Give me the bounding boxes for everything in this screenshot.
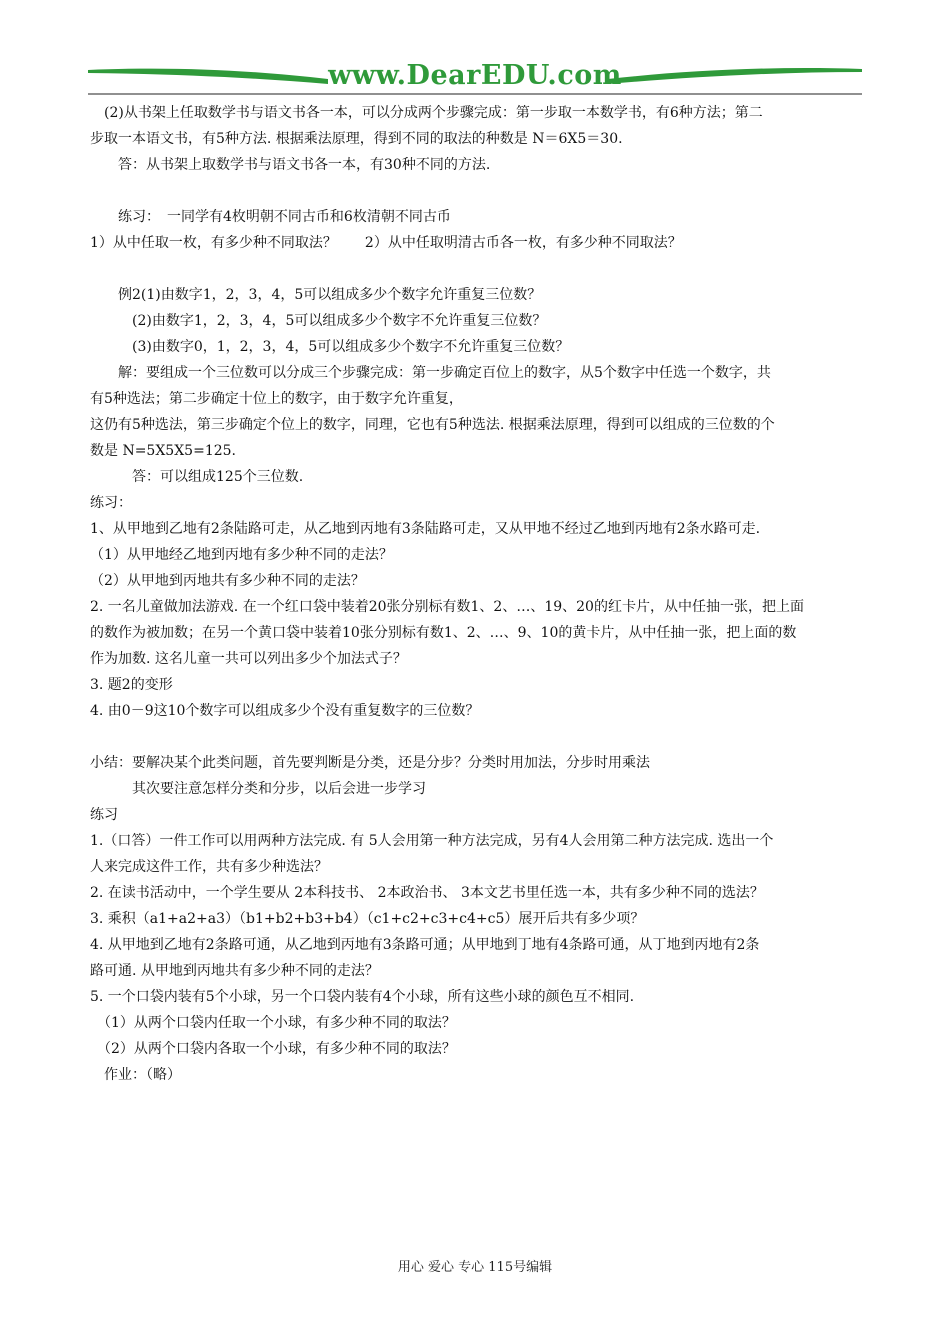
text-line: 答：从书架上取数学书与语文书各一本，有30种不同的方法. (90, 157, 491, 173)
blank-line (90, 178, 860, 204)
text-line: 1）从中任取一枚，有多少种不同取法？ 2）从中任取明清古币各一枚，有多少种不同取法？ (90, 235, 682, 251)
text-line: 其次要注意怎样分类和分步，以后会进一步学习 (90, 781, 426, 797)
text-line: 练习： (90, 495, 132, 511)
text-line: 数是 N=5X5X5=125. (90, 443, 236, 459)
text-line: 有5种选法；第二步确定十位上的数字，由于数字允许重复， (90, 391, 463, 407)
text-line: 路可通. 从甲地到丙地共有多少种不同的走法？ (90, 963, 379, 979)
site-header-banner (88, 58, 862, 98)
text-line: 练习： 一同学有4枚明朝不同古币和6枚清朝不同古币 (90, 209, 451, 225)
text-line: （2）从甲地到丙地共有多少种不同的走法？ (90, 573, 365, 589)
text-line: 练习 (90, 807, 118, 823)
document-body (90, 100, 860, 1088)
text-line: 例2(1)由数字1，2，3，4，5可以组成多少个数字允许重复三位数？ (90, 287, 542, 303)
text-line: 2. 在读书活动中，一个学生要从 2本科技书、 2本政治书、 3本文艺书里任选一本，共有多少种不同的选法？ (90, 885, 764, 901)
blank-line (90, 256, 860, 282)
text-line: 1、从甲地到乙地有2条陆路可走，从乙地到丙地有3条陆路可走，又从甲地不经过乙地到丙地有2条水路可走. (90, 521, 761, 537)
text-line: （1）从两个口袋内任取一个小球，有多少种不同的取法？ (90, 1015, 456, 1031)
text-line: 1.（口答）一件工作可以用两种方法完成. 有 5人会用第一种方法完成，另有4人会用第二种方法完成. 选出一个 (90, 833, 774, 849)
text-line: 这仍有5种选法，第三步确定个位上的数字，同理，它也有5种选法. 根据乘法原理，得到可以组成的三位数的个 (90, 417, 775, 433)
text-line: 4. 从甲地到乙地有2条路可通，从乙地到丙地有3条路可通；从甲地到丁地有4条路可通，从丁地到丙地有2条 (90, 937, 760, 953)
text-line: 2. 一名儿童做加法游戏. 在一个红口袋中装着20张分别标有数1、2、…、19、20的红卡片，从中任抽一张，把上面 (90, 599, 804, 615)
text-line: 3. 乘积（a1+a2+a3）（b1+b2+b3+b4）（c1+c2+c3+c4+c5）展开后共有多少项？ (90, 911, 645, 927)
text-line: 的数作为被加数；在另一个黄口袋中装着10张分别标有数1、2、…、9、10的黄卡片，从中任抽一张，把上面的数 (90, 625, 797, 641)
text-line: 作业：（略） (90, 1067, 181, 1083)
page-footer: 用心 爱心 专心 115号编辑 (397, 1260, 553, 1275)
text-line: （2）从两个口袋内各取一个小球，有多少种不同的取法？ (90, 1041, 456, 1057)
text-line: 小结：要解决某个此类问题，首先要判断是分类，还是分步？分类时用加法，分步时用乘法 (90, 755, 650, 771)
site-logo-text[interactable]: www.DearEDU.com (328, 60, 622, 91)
text-line: 作为加数. 这名儿童一共可以列出多少个加法式子？ (90, 651, 407, 667)
text-line: (2)从书架上任取数学书与语文书各一本，可以分成两个步骤完成：第一步取一本数学书，有6种方法；第二 (90, 105, 763, 121)
text-line: 人来完成这件工作，共有多少种选法？ (90, 859, 328, 875)
text-line: （1）从甲地经乙地到丙地有多少种不同的走法？ (90, 547, 393, 563)
text-line: (2)由数字1，2，3，4，5可以组成多少个数字不允许重复三位数？ (90, 313, 547, 329)
text-line: 4. 由0－9这10个数字可以组成多少个没有重复数字的三位数？ (90, 703, 480, 719)
text-line: 答：可以组成125个三位数. (90, 469, 304, 485)
text-line: (3)由数字0，1，2，3，4，5可以组成多少个数字不允许重复三位数？ (90, 339, 570, 355)
text-line: 3. 题2的变形 (90, 677, 173, 693)
text-line: 解：要组成一个三位数可以分成三个步骤完成：第一步确定百位上的数字，从5个数字中任选一个数字，共 (90, 365, 771, 381)
text-line: 步取一本语文书，有5种方法. 根据乘法原理，得到不同的取法的种数是 N＝6X5＝30. (90, 131, 623, 147)
text-line: 5. 一个口袋内装有5个小球，另一个口袋内装有4个小球，所有这些小球的颜色互不相同. (90, 989, 635, 1005)
blank-line (90, 724, 860, 750)
